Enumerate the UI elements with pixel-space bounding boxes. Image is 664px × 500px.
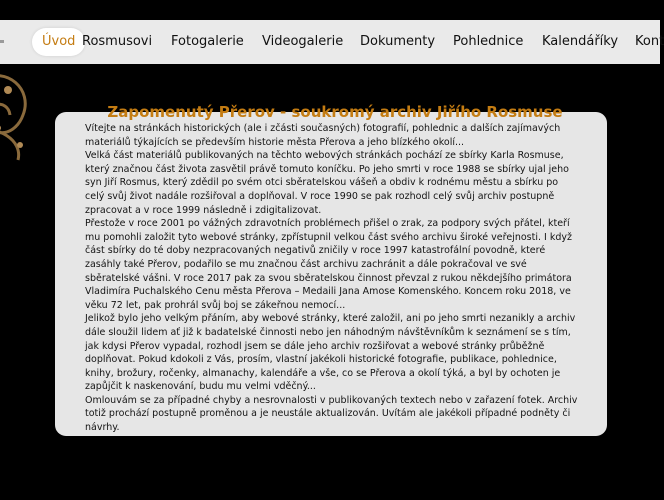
decorative-ornament-icon [0,60,38,170]
top-gap [0,0,660,20]
nav-edge-marker [0,40,4,43]
content-box [55,112,607,436]
nav-item-videogalerie[interactable]: Videogalerie [262,34,344,49]
page-title: Zapomenutý Přerov - soukromý archiv Jiřího Rosmuse [107,103,563,121]
nav-item-uvod[interactable]: Úvod [32,28,85,56]
intro-text [85,122,580,435]
nav-item-rosmusovi[interactable]: Rosmusovi [82,34,153,49]
nav-item-pohlednice[interactable]: Pohlednice [453,34,524,49]
intro-paragraph: Vítejte na stránkách historických (ale i zčásti současných) fotografií, pohlednic a dalších zajímavých materiálů týkajících se především historie města Přerova a jeho blízkého okolí... [85,123,561,148]
intro-paragraph: Velká část materiálů publikovaných na těchto webových stránkách pochází ze sbírky Karla Rosmuse, který značnou část života zasvětil právě tomuto koníčku. Po jeho smrti v roce 1988 se sbírky ujal jeho syn Jiří Rosmus, který zdědil po svém otci sběratelskou vášeň a obdiv k rodnému městu a sbírku po celý svůj život nadále rozšiřoval a doplňoval. V roce 1990 se pak rozhodl celý svůj archiv postupně zpracovat a v roce 1999 následně i zdigitalizovat. [85,150,569,216]
intro-paragraph: Jelikož bylo jeho velkým přáním, aby webové stránky, které založil, ani po jeho smrti nezanikly a archiv dále sloužil lidem ať již k badatelské činnosti nebo jen náhodným návštěvníkům k seznámení se s tím, jak kdysi Přerov vypadal, rozhodl jsem se dále jeho archiv rozšiřovat a webové stránky průběžně doplňovat. Pokud kdokoli z Vás, prosím, vlastní jakékoli historické fotografie, publikace, pohlednice, knihy, brožury, ročenky, almanachy, kalendáře a vše, co se Přerova a okolí týká, a byl by ochoten je zapůjčit k naskenování, budu mu velmi vděčný... [85,313,576,393]
nav-item-kontakt[interactable]: Kont [635,34,664,49]
nav-item-fotogalerie[interactable]: Fotogalerie [171,34,244,49]
nav-item-dokumenty[interactable]: Dokumenty [360,34,436,49]
nav-item-kalendariky[interactable]: Kalendáříky [542,34,619,49]
intro-paragraph: Omlouvám se za případné chyby a nesrovnalosti v publikovaných textech nebo v zařazení fotek. Archiv totiž prochází postupně proměnou a je neustále aktualizován. Uvítám ale jakékoli případné podněty či návrhy. [85,394,578,434]
intro-paragraph: Přestože v roce 2001 po vážných zdravotních problémech přišel o zrak, za podpory svých přátel, kteří mu pomohli založit tyto webové stránky, zpřístupnil velkou část svého archivu široké veřejnosti. I když část sbírky do té doby nezpracovaných negativů zničily v roce 1997 katastrofální povodně, které zasáhly také Přerov, podařilo se mu značnou část archivu zachránit a dále pokračoval ve své sběratelské vášni. V roce 2017 pak za svou sběratelskou činnost převzal z rukou někdejšího primátora Vladimíra Puchalského Cenu města Přerova – Medaili Jana Amose Komenského. Koncem roku 2018, ve věku 72 let, pak prohrál svůj boj se zákeřnou nemocí... [85,218,572,311]
main-navigation [0,20,664,64]
